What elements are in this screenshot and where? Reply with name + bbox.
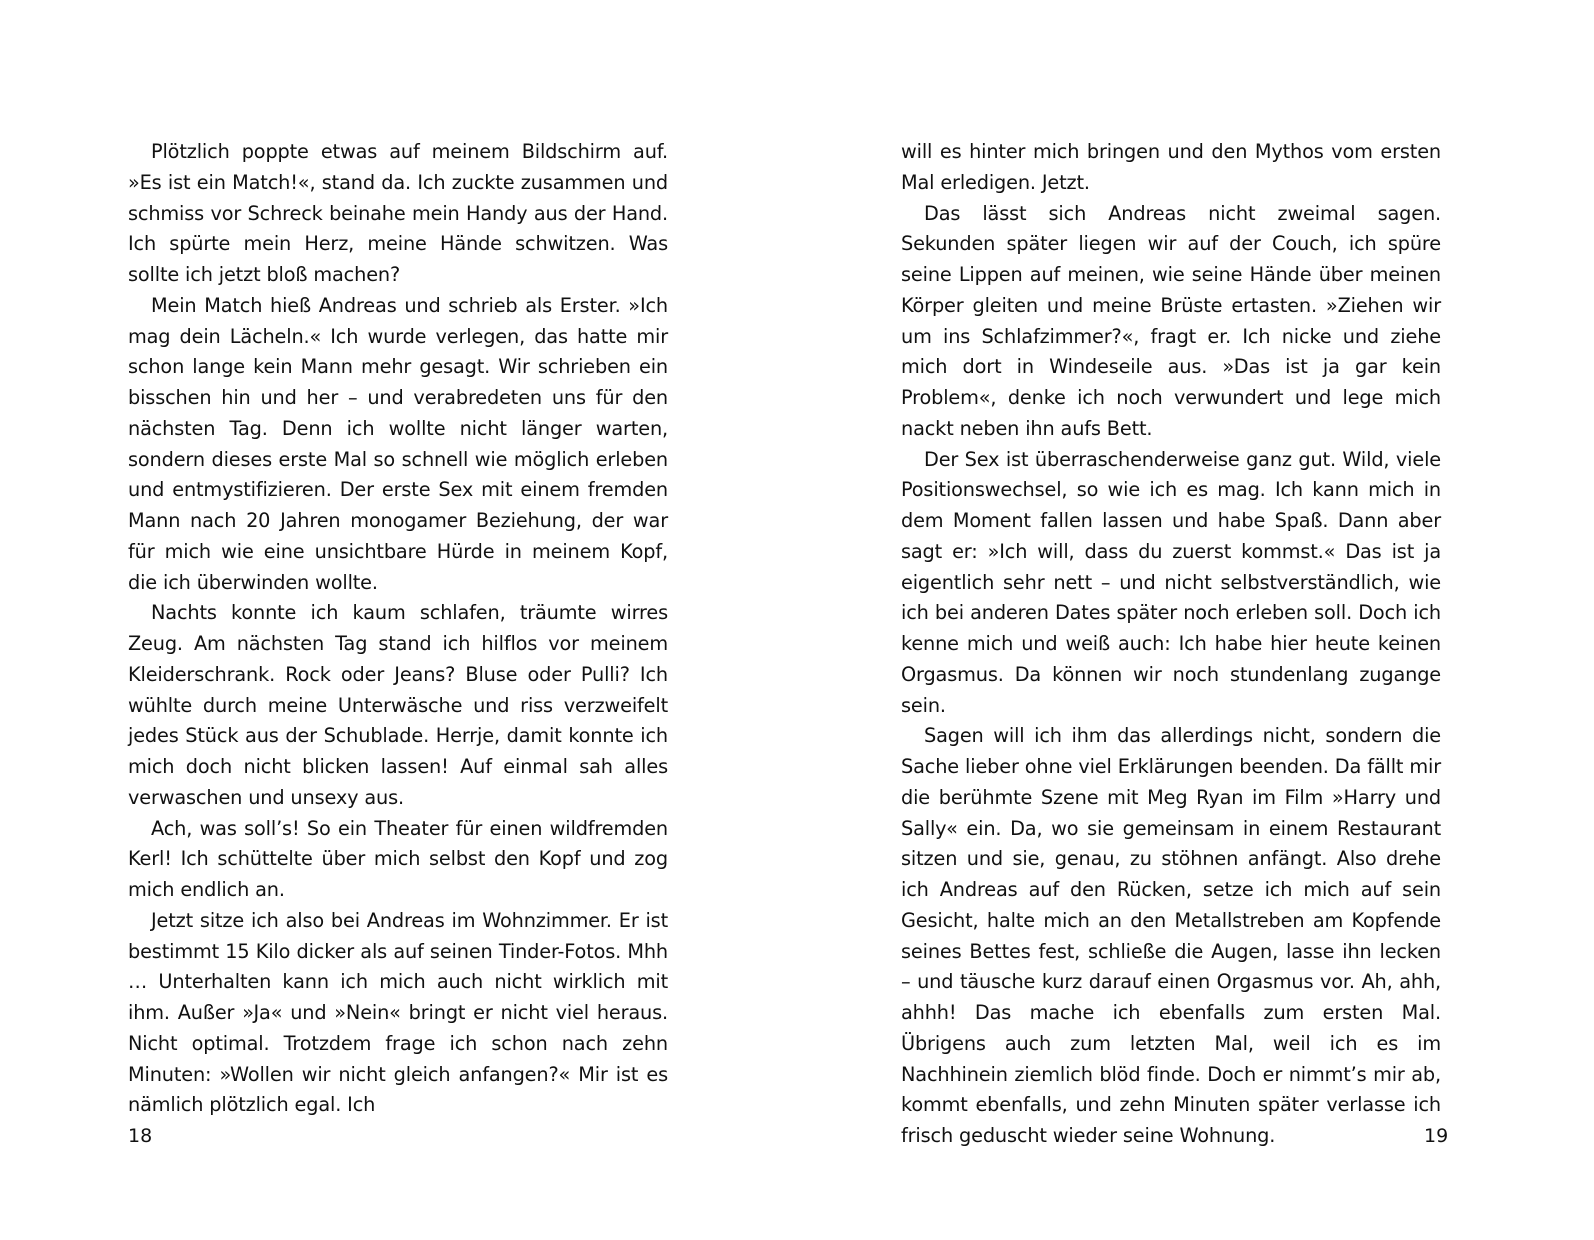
page-number-right: 19 <box>1424 1125 1449 1147</box>
paragraph: Mein Match hieß Andreas und schrieb als Erster. »Ich mag dein Lächeln.« Ich wurde verlegen, das hatte mir schon lange kein Mann mehr gesagt. Wir schrieben ein bisschen hin und her – und verabredeten uns für den nächsten Tag. Denn ich wollte nicht länger warten, sondern dieses erste Mal so schnell wie möglich erleben und entmystifizieren. Der erste Sex mit einem fremden Mann nach 20 Jahren monogamer Beziehung, der war für mich wie eine unsichtbare Hürde in meinem Kopf, die ich überwinden wollte. <box>128 293 668 594</box>
right-page-text <box>901 137 1441 1152</box>
paragraph: Nachts konnte ich kaum schlafen, träumte wirres Zeug. Am nächsten Tag stand ich hilflos vor meinem Kleiderschrank. Rock oder Jeans? Bluse oder Pulli? Ich wühlte durch meine Unterwäsche und riss verzweifelt jedes Stück aus der Schublade. Herrje, damit konnte ich mich doch nicht blicken lassen! Auf einmal sah alles verwaschen und unsexy aus. <box>128 601 668 809</box>
paragraph: Sagen will ich ihm das allerdings nicht, sondern die Sache lieber ohne viel Erklärungen beenden. Da fällt mir die berühmte Szene mit Meg Ryan im Film »Harry und Sally« ein. Da, wo sie gemeinsam in einem Restaurant sitzen und sie, genau, zu stöhnen anfängt. Also drehe ich Andreas auf den Rücken, setze ich mich auf sein Gesicht, halte mich an den Metallstreben am Kopfende seines Bettes fest, schließe die Augen, lasse ihn lecken – und täusche kurz darauf einen Orgasmus vor. Ah, ahh, ahhh! Das mache ich ebenfalls zum ersten Mal. Übrigens auch zum letzten Mal, weil ich es im Nachhinein ziemlich blöd finde. Doch er nimmt’s mir ab, kommt ebenfalls, und zehn Minuten später verlasse ich frisch geduscht wieder seine Wohnung. <box>901 724 1441 1147</box>
paragraph: Der Sex ist überraschenderweise ganz gut. Wild, viele Positionswechsel, so wie ich es mag. Ich kann mich in dem Moment fallen lassen und habe Spaß. Dann aber sagt er: »Ich will, dass du zuerst kommst.« Das ist ja eigentlich sehr nett – und nicht selbstverständlich, wie ich bei anderen Dates später noch erleben soll. Doch ich kenne mich und weiß auch: Ich habe hier heute keinen Orgasmus. Da können wir noch stundenlang zugange sein. <box>901 447 1441 717</box>
paragraph: will es hinter mich bringen und den Mythos vom ersten Mal erledigen. Jetzt. <box>901 140 1441 194</box>
paragraph: Ach, was soll’s! So ein Theater für einen wildfremden Kerl! Ich schüttelte über mich selbst den Kopf und zog mich endlich an. <box>128 816 668 901</box>
right-page <box>797 0 1594 1240</box>
paragraph: Das lässt sich Andreas nicht zweimal sagen. Sekunden später liegen wir auf der Couch, ich spüre seine Lippen auf meinen, wie seine Hände über meinen Körper gleiten und meine Brüste ertasten. »Ziehen wir um ins Schlafzimmer?«, fragt er. Ich nicke und ziehe mich dort in Windeseile aus. »Das ist ja gar kein Problem«, denke ich noch verwundert und lege mich nackt neben ihn aufs Bett. <box>901 201 1441 440</box>
paragraph: Jetzt sitze ich also bei Andreas im Wohnzimmer. Er ist bestimmt 15 Kilo dicker als auf seinen Tinder-Fotos. Mhh … Unterhalten kann ich mich auch nicht wirklich mit ihm. Außer »Ja« und »Nein« bringt er nicht viel heraus. Nicht optimal. Trotzdem frage ich schon nach zehn Minuten: »Wollen wir nicht gleich anfangen?« Mir ist es nämlich plötzlich egal. Ich <box>128 908 668 1117</box>
paragraph: Plötzlich poppte etwas auf meinem Bildschirm auf. »Es ist ein Match!«, stand da. Ich zuckte zusammen und schmiss vor Schreck beinahe mein Handy aus der Hand. Ich spürte mein Herz, meine Hände schwitzen. Was sollte ich jetzt bloß machen? <box>128 140 668 286</box>
left-page-text <box>128 137 668 1121</box>
page-number-left: 18 <box>128 1125 153 1147</box>
